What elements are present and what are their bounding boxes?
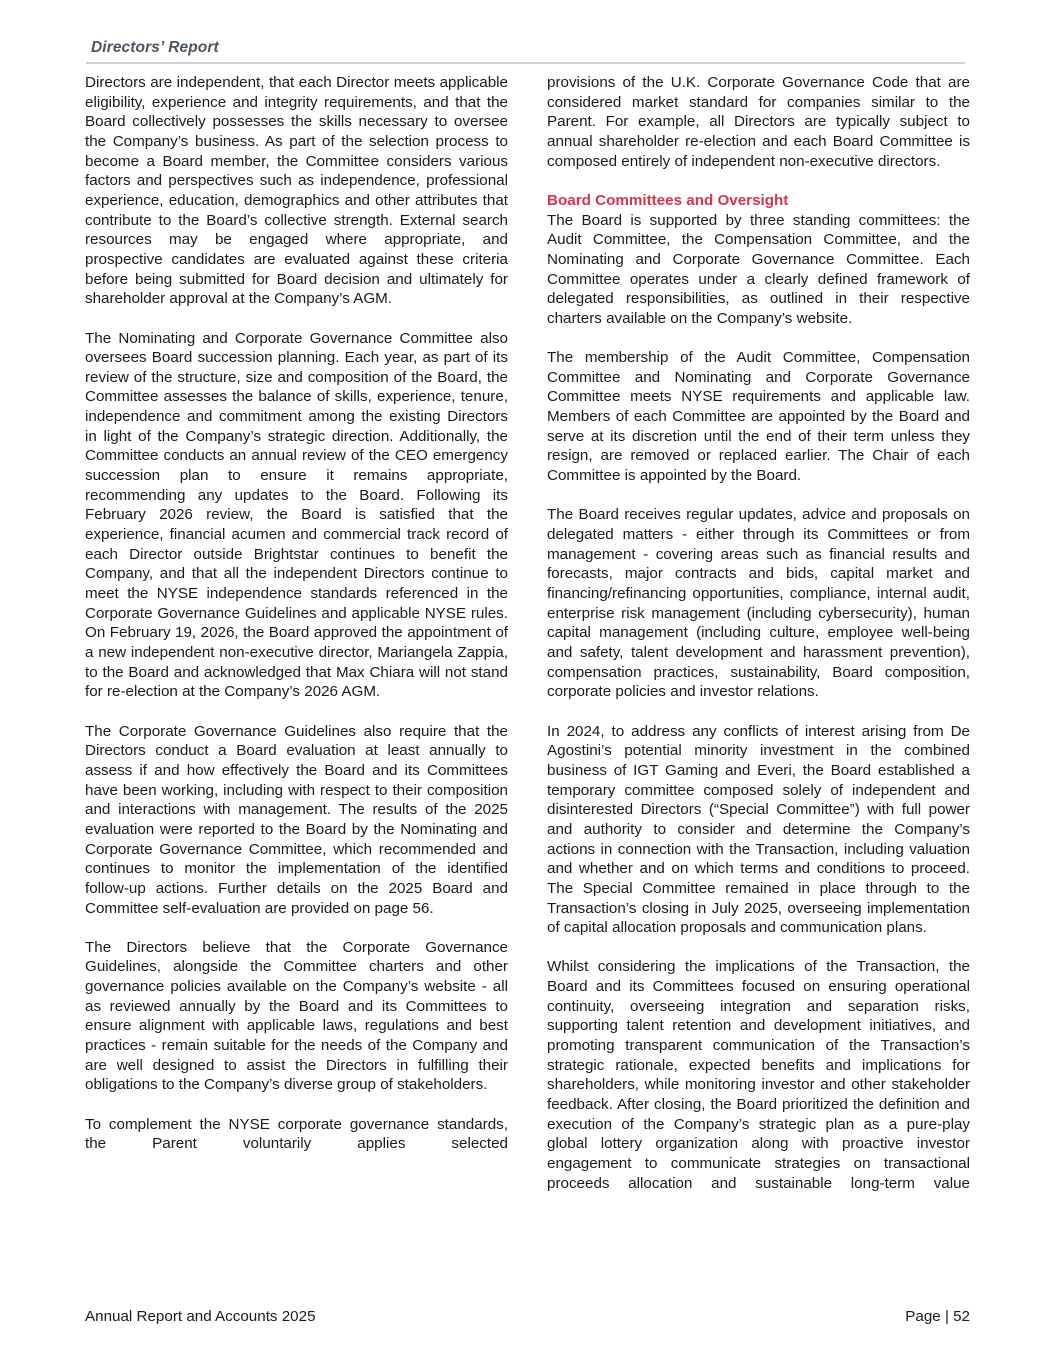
paragraph-board-evaluation: The Corporate Governance Guidelines also require that the Directors conduct a Board evaluation at least annually to assess if and how effectively the Board and its Committees have been working, including with respect to their composition and interactions with management. The results of the 2025 evaluation were reported to the Board by the Nominating and Corporate Governance Committee, which recommended and continues to monitor the implementation of the identified follow-up actions. Further details on the 2025 Board and Committee self-evaluation are provided on page 56. xyxy=(85,722,508,917)
section-title: Directors’ Report xyxy=(91,39,219,56)
paragraph-special-committee: In 2024, to address any conflicts of interest arising from De Agostini’s potential minority investment in the combined business of IGT Gaming and Everi, the Board established a temporary committee composed solely of independent and disinterested Directors (“Special Committee”) with full power and authority to consider and determine the Company’s actions in connection with the Transaction, including valuation and whether and on which terms and conditions to proceed. The Special Committee remained in place through to the Transaction’s closing in July 2025, overseeing implementation of capital allocation proposals and communication plans. xyxy=(547,722,970,937)
footer-page-number: Page | 52 xyxy=(905,1308,970,1325)
paragraph-transaction-implications: Whilst considering the implications of the Transaction, the Board and its Committees focused on ensuring operational continuity, overseeing integration and separation risks, supporting talent retention and development initiatives, and promoting transparent communication of the Transaction’s strategic rationale, expected benefits and implications for shareholders, while monitoring investor and other stakeholder feedback. After closing, the Board prioritized the definition and execution of the Company’s strategic plan as a pure-play global lottery organization along with proactive investor engagement to communicate strategies on transactional proceeds allocation and sustainable long-term value xyxy=(547,958,970,1192)
paragraph-board-updates: The Board receives regular updates, advice and proposals on delegated matters - either through its Committees or from management - covering areas such as financial results and forecasts, major contracts and bids, capital market and financing/refinancing opportunities, compliance, internal audit, enterprise risk management (including cybersecurity), human capital management (including culture, employee well-being and safety, talent development and harassment prevention), compensation practices, sustainability, Board composition, corporate policies and investor relations. xyxy=(547,506,970,701)
paragraph-uk-code-provisions: provisions of the U.K. Corporate Governance Code that are considered market standard for companies similar to the Parent. For example, all Directors are typically subject to annual shareholder re-election and each Board Committee is composed entirely of independent non-executive directors. xyxy=(547,74,970,170)
right-column xyxy=(547,73,970,1193)
left-column xyxy=(85,73,508,1154)
paragraph-committee-membership: The membership of the Audit Committee, Compensation Committee and Nominating and Corporate Governance Committee meets NYSE requirements and applicable law. Members of each Committee are appointed by the Board and serve at its discretion until the end of their term unless they resign, are removed or replaced earlier. The Chair of each Committee is appointed by the Board. xyxy=(547,349,970,485)
header-divider xyxy=(86,62,965,64)
paragraph-director-selection: Directors are independent, that each Director meets applicable eligibility, experience and integrity requirements, and that the Board collectively possesses the skills necessary to oversee the Company’s business. As part of the selection process to become a Board member, the Committee considers various factors and perspectives such as independence, professional experience, education, demographics and other attributes that contribute to the Board’s collective strength. External search resources may be engaged where appropriate, and prospective candidates are evaluated against these criteria before being submitted for Board decision and ultimately for shareholder approval at the Company’s AGM. xyxy=(85,74,508,308)
paragraph-governance-guidelines: The Directors believe that the Corporate Governance Guidelines, alongside the Committee charters and other governance policies available on the Company’s website - all as reviewed annually by the Board and its Committees to ensure alignment with applicable laws, regulations and best practices - remain suitable for the needs of the Company and are well designed to assist the Directors in fulfilling their obligations to the Company’s diverse group of stakeholders. xyxy=(85,938,508,1094)
section-heading-board-committees: Board Committees and Oversight xyxy=(547,191,789,209)
paragraph-succession-planning: The Nominating and Corporate Governance Committee also oversees Board succession planning. Each year, as part of its review of the structure, size and composition of the Board, the Committee assesses the balance of skills, experience, tenure, independence and commitment among the existing Directors in light of the Company’s strategic direction. Additionally, the Committee conducts an annual review of the CEO emergency succession plan to ensure it remains appropriate, recommending any updates to the Board. Following its February 2026 review, the Board is satisfied that the experience, financial acumen and commercial track record of each Director outside Brightstar continues to benefit the Company, and that all the independent Directors continue to meet the NYSE independence standards referenced in the Corporate Governance Guidelines and applicable NYSE rules. On February 19, 2026, the Board approved the appointment of a new independent non-executive director, Mariangela Zappia, to the Board and acknowledged that Max Chiara will not stand for re-election at the Company’s 2026 AGM. xyxy=(85,329,508,701)
paragraph-nyse-complement: To complement the NYSE corporate governance standards, the Parent voluntarily applies selected xyxy=(85,1115,508,1153)
footer-document-title: Annual Report and Accounts 2025 xyxy=(85,1308,316,1325)
paragraph-standing-committees: The Board is supported by three standing committees: the Audit Committee, the Compensation Committee, and the Nominating and Corporate Governance Committee. Each Committee operates under a clearly defined framework of delegated responsibilities, as outlined in their respective charters available on the Company’s website. xyxy=(547,211,970,327)
